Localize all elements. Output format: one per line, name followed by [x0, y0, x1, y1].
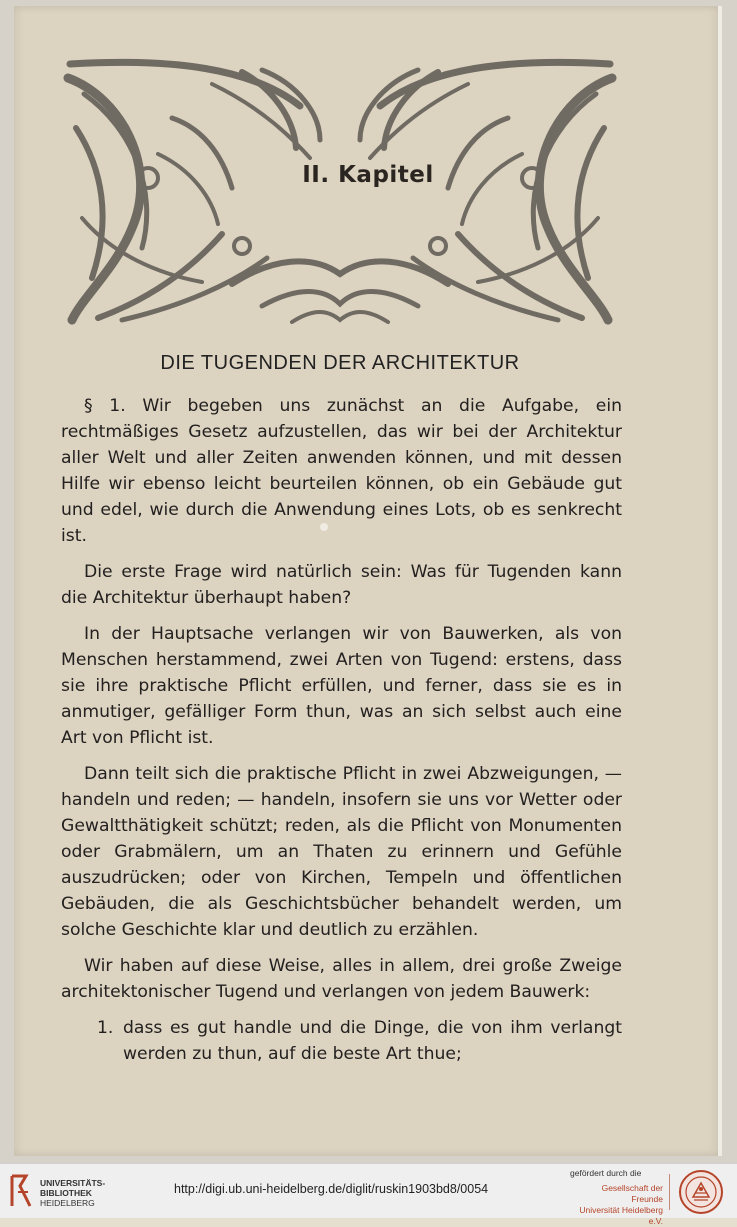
book-page	[14, 6, 722, 1156]
list-item-text: dass es gut handle und die Dinge, die von ihm verlangt werden zu thun, auf die beste Art thue;	[123, 1018, 622, 1064]
paragraph-3: In der Hauptsache verlangen wir von Bauwerken, als von Menschen herstammend, zwei Arten von Tugend: erstens, dass sie ihre praktische Pflicht erfüllen, und ferner, dass sie es in anmutiger, gefälliger Form thun, was an sich selbst auch eine Art von Pflicht ist.	[61, 624, 622, 748]
sponsor-divider	[669, 1174, 670, 1210]
library-name-line3: HEIDELBERG	[40, 1198, 95, 1208]
sponsor-organization[interactable]	[571, 1183, 663, 1227]
sponsor-org-line2: Universität Heidelberg e.V.	[579, 1205, 663, 1226]
paragraph-5: Wir haben auf diese Weise, alles in allem, drei große Zweige architektonischer Tugend und verlangen von jedem Bauwerk:	[61, 956, 622, 1002]
list-item	[97, 1015, 622, 1067]
university-library-logo-icon[interactable]	[8, 1172, 36, 1210]
list-item-number: 1.	[97, 1018, 114, 1038]
library-name-line2: BIBLIOTHEK	[40, 1188, 92, 1198]
chapter-title-text: II. Kapitel	[294, 160, 442, 190]
body-text	[61, 393, 622, 1067]
section-heading: DIE TUGENDEN DER ARCHITEKTUR	[160, 352, 520, 374]
sponsor-org-line1: Gesellschaft der Freunde	[601, 1183, 663, 1204]
chapter-title	[14, 162, 722, 188]
paragraph-2: Die erste Frage wird natürlich sein: Was für Tugenden kann die Architektur überhaupt haben?	[61, 562, 622, 608]
permalink-url[interactable]: http://digi.ub.uni-heidelberg.de/diglit/ruskin1903bd8/0054	[174, 1182, 489, 1196]
library-name[interactable]	[40, 1178, 105, 1208]
scan-speck	[320, 523, 328, 531]
library-name-line1: UNIVERSITÄTS-	[40, 1178, 106, 1188]
paragraph-1: § 1. Wir begeben uns zunächst an die Aufgabe, ein rechtmäßiges Gesetz aufzustellen, das wir bei der Architektur aller Welt und aller Zeiten anwenden können, und mit dessen Hilfe wir ebenso leicht beurteilen können, ob ein Gebäude gut und edel, wie durch die Anwendung eines Lots, ob es senkrecht ist.	[61, 396, 622, 546]
paragraph-4: Dann teilt sich die praktische Pflicht in zwei Abzweigungen, — handeln und reden; — handeln, insofern sie uns vor Wetter oder Gewaltthätigkeit schützt; reden, als die Pflicht von Monumenten oder Grabmälern, um an Thaten zu erinnern und Gefühle auszudrücken; oder von Kirchen, Tempeln und öffentlichen Gebäuden, die als Geschichtsbücher behandelt werden, um solche Geschichte klar und deutlich zu erzählen.	[61, 764, 622, 940]
footer-bar	[0, 1163, 737, 1226]
art-nouveau-ornament	[62, 58, 618, 326]
university-seal-icon	[678, 1169, 724, 1215]
sponsor-label: gefördert durch die	[570, 1168, 642, 1178]
